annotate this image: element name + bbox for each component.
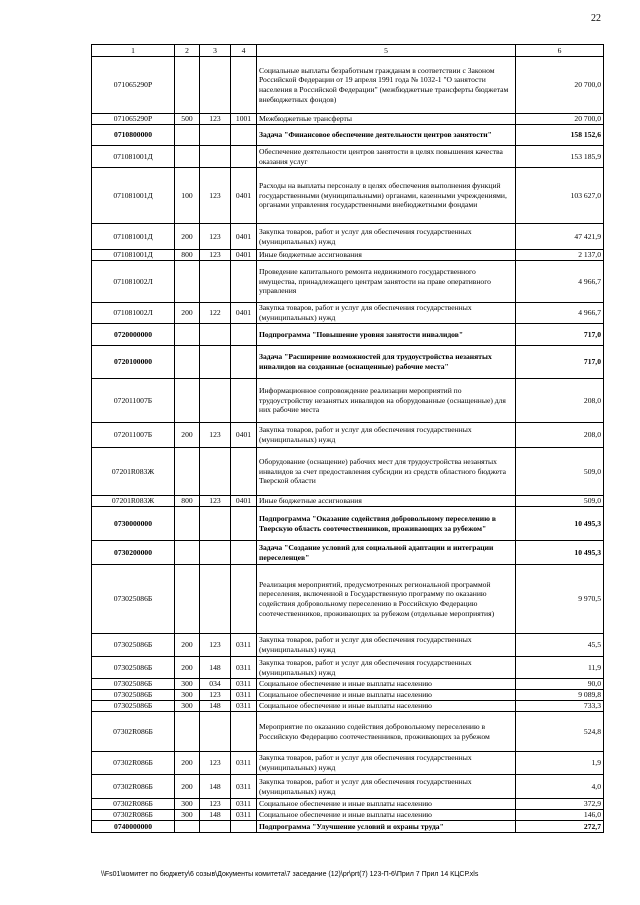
table-header-row — [92, 45, 604, 57]
expense-type-cell — [175, 57, 200, 114]
expense-type-cell: 800 — [175, 250, 200, 261]
name-cell: Иные бюджетные ассигнования — [257, 250, 516, 261]
section-cell — [231, 379, 257, 423]
section-cell — [231, 541, 257, 565]
table-row — [92, 496, 604, 507]
name-cell: Оборудование (оснащение) рабочих мест для трудоустройства незанятых инвалидов за счет предоставления субсидии из средств областного бюджета Тверской области — [257, 448, 516, 496]
name-cell: Социальное обеспечение и иные выплаты населению — [257, 701, 516, 712]
admin-code-cell — [200, 125, 231, 146]
expense-type-cell — [175, 448, 200, 496]
amount-cell: 717,0 — [516, 324, 604, 346]
admin-code-cell: 123 — [200, 496, 231, 507]
admin-code-cell: 122 — [200, 303, 231, 324]
amount-cell: 9 089,8 — [516, 690, 604, 701]
name-cell: Социальное обеспечение и иные выплаты населению — [257, 679, 516, 690]
code-cell: 07302R086Б — [92, 752, 175, 775]
admin-code-cell: 148 — [200, 775, 231, 799]
table-row — [92, 507, 604, 541]
section-cell: 0311 — [231, 634, 257, 657]
amount-cell: 208,0 — [516, 379, 604, 423]
section-cell — [231, 821, 257, 833]
admin-code-cell: 148 — [200, 657, 231, 679]
table-row — [92, 303, 604, 324]
table-row — [92, 752, 604, 775]
table-row — [92, 114, 604, 125]
section-cell: 1001 — [231, 114, 257, 125]
table-body — [92, 57, 604, 833]
admin-code-cell — [200, 507, 231, 541]
name-cell: Социальное обеспечение и иные выплаты населению — [257, 799, 516, 810]
admin-code-cell: 148 — [200, 701, 231, 712]
name-cell: Задача "Расширение возможностей для трудоустройства незанятых инвалидов на созданные (оснащенные) рабочие места" — [257, 346, 516, 379]
table-row — [92, 712, 604, 752]
name-cell: Информационное сопровождение реализации мероприятий по трудоустройству незанятых инвалидов на оборудованные (оснащенные) для них рабочие места — [257, 379, 516, 423]
amount-cell: 717,0 — [516, 346, 604, 379]
table-row — [92, 125, 604, 146]
expense-type-cell: 300 — [175, 690, 200, 701]
amount-cell: 4 966,7 — [516, 303, 604, 324]
code-cell: 0730000000 — [92, 507, 175, 541]
table-row — [92, 799, 604, 810]
table-row — [92, 324, 604, 346]
amount-cell: 1,9 — [516, 752, 604, 775]
expense-type-cell: 200 — [175, 423, 200, 448]
admin-code-cell — [200, 324, 231, 346]
section-cell: 0311 — [231, 657, 257, 679]
section-cell: 0401 — [231, 423, 257, 448]
name-cell: Закупка товаров, работ и услуг для обеспечения государственных (муниципальных) нужд — [257, 752, 516, 775]
section-cell — [231, 507, 257, 541]
name-cell: Закупка товаров, работ и услуг для обеспечения государственных (муниципальных) нужд — [257, 775, 516, 799]
admin-code-cell: 123 — [200, 168, 231, 224]
section-cell — [231, 125, 257, 146]
column-header: 2 — [175, 45, 200, 57]
name-cell: Задача "Создание условий для социальной адаптации и интеграции переселенцев" — [257, 541, 516, 565]
admin-code-cell — [200, 379, 231, 423]
section-cell — [231, 261, 257, 303]
table-row — [92, 565, 604, 634]
name-cell: Обеспечение деятельности центров занятости в целях повышения качества оказания услуг — [257, 146, 516, 168]
code-cell: 07302R086Б — [92, 799, 175, 810]
code-cell: 073025086Б — [92, 690, 175, 701]
admin-code-cell — [200, 261, 231, 303]
expense-type-cell: 200 — [175, 657, 200, 679]
expense-type-cell: 300 — [175, 799, 200, 810]
code-cell: 071081001Д — [92, 168, 175, 224]
amount-cell: 20 700,0 — [516, 57, 604, 114]
admin-code-cell — [200, 57, 231, 114]
section-cell: 0311 — [231, 799, 257, 810]
section-cell — [231, 146, 257, 168]
code-cell: 071081001Д — [92, 224, 175, 250]
table-row — [92, 541, 604, 565]
expense-type-cell — [175, 565, 200, 634]
amount-cell: 20 700,0 — [516, 114, 604, 125]
amount-cell: 10 495,3 — [516, 507, 604, 541]
amount-cell: 10 495,3 — [516, 541, 604, 565]
amount-cell: 272,7 — [516, 821, 604, 833]
name-cell: Социальное обеспечение и иные выплаты населению — [257, 690, 516, 701]
table-row — [92, 821, 604, 833]
amount-cell: 733,3 — [516, 701, 604, 712]
code-cell: 073025086Б — [92, 701, 175, 712]
amount-cell: 9 970,5 — [516, 565, 604, 634]
admin-code-cell: 123 — [200, 114, 231, 125]
table-row — [92, 261, 604, 303]
code-cell: 071065290Р — [92, 114, 175, 125]
code-cell: 073025086Б — [92, 634, 175, 657]
expense-type-cell: 500 — [175, 114, 200, 125]
name-cell: Реализация мероприятий, предусмотренных региональной программой переселения, включенной в Государственную программу по оказанию содействия добровольному переселению в Российскую Федерацию соотечественников, проживающих за рубежом (отдельные мероприятия) — [257, 565, 516, 634]
expense-type-cell — [175, 324, 200, 346]
column-header: 3 — [200, 45, 231, 57]
table-row — [92, 657, 604, 679]
admin-code-cell — [200, 565, 231, 634]
name-cell: Задача "Финансовое обеспечение деятельности центров занятости" — [257, 125, 516, 146]
amount-cell: 158 152,6 — [516, 125, 604, 146]
expense-type-cell — [175, 712, 200, 752]
name-cell: Проведение капитального ремонта недвижимого государственного имущества, принадлежащего центрам занятости на праве оперативного управления — [257, 261, 516, 303]
code-cell: 071081001Д — [92, 146, 175, 168]
expense-type-cell: 300 — [175, 701, 200, 712]
amount-cell: 509,0 — [516, 448, 604, 496]
admin-code-cell: 123 — [200, 799, 231, 810]
section-cell: 0311 — [231, 701, 257, 712]
admin-code-cell — [200, 448, 231, 496]
expense-type-cell — [175, 541, 200, 565]
table-row — [92, 379, 604, 423]
page-number: 22 — [591, 13, 601, 24]
column-header: 1 — [92, 45, 175, 57]
admin-code-cell — [200, 821, 231, 833]
table-row — [92, 679, 604, 690]
admin-code-cell — [200, 541, 231, 565]
admin-code-cell — [200, 712, 231, 752]
section-cell: 0401 — [231, 250, 257, 261]
amount-cell: 146,0 — [516, 810, 604, 821]
table-row — [92, 224, 604, 250]
amount-cell: 4,0 — [516, 775, 604, 799]
code-cell: 073025086Б — [92, 679, 175, 690]
file-path-footer: \\Fs01\комитет по бюджету\6 созыв\Документы комитета\7 заседание (12)\pr\prt(7) 123-П-6\Прил 7 Прил 14 КЦСР.xls — [101, 871, 479, 878]
name-cell: Подпрограмма "Повышение уровня занятости инвалидов" — [257, 324, 516, 346]
section-cell: 0311 — [231, 752, 257, 775]
section-cell — [231, 712, 257, 752]
name-cell: Социальные выплаты безработным гражданам в соответствии с Законом Российской Федерации от 19 апреля 1991 года № 1032-1 "О занятости населения в Российской Федерации" (межбюджетные трансферты бюджетам внебюджетных фондов) — [257, 57, 516, 114]
column-header: 5 — [257, 45, 516, 57]
amount-cell: 524,8 — [516, 712, 604, 752]
code-cell: 072011007Б — [92, 379, 175, 423]
code-cell: 0740000000 — [92, 821, 175, 833]
admin-code-cell: 123 — [200, 224, 231, 250]
amount-cell: 153 185,9 — [516, 146, 604, 168]
section-cell — [231, 346, 257, 379]
table-row — [92, 146, 604, 168]
name-cell: Иные бюджетные ассигнования — [257, 496, 516, 507]
expense-type-cell: 200 — [175, 303, 200, 324]
table-row — [92, 701, 604, 712]
table-row — [92, 168, 604, 224]
section-cell — [231, 57, 257, 114]
expense-type-cell: 100 — [175, 168, 200, 224]
expense-type-cell: 200 — [175, 224, 200, 250]
amount-cell: 11,9 — [516, 657, 604, 679]
name-cell: Межбюджетные трансферты — [257, 114, 516, 125]
column-header: 6 — [516, 45, 604, 57]
section-cell: 0311 — [231, 690, 257, 701]
table-row — [92, 346, 604, 379]
name-cell: Мероприятие по оказанию содействия добровольному переселению в Российскую Федерацию соотечественников, проживающих за рубежом — [257, 712, 516, 752]
expense-type-cell — [175, 125, 200, 146]
code-cell: 071081001Д — [92, 250, 175, 261]
amount-cell: 103 627,0 — [516, 168, 604, 224]
expense-type-cell — [175, 346, 200, 379]
admin-code-cell: 123 — [200, 690, 231, 701]
code-cell: 0720100000 — [92, 346, 175, 379]
admin-code-cell: 123 — [200, 423, 231, 448]
expense-type-cell: 800 — [175, 496, 200, 507]
section-cell: 0401 — [231, 168, 257, 224]
expense-type-cell: 200 — [175, 775, 200, 799]
expense-type-cell: 200 — [175, 634, 200, 657]
expense-type-cell — [175, 821, 200, 833]
section-cell: 0311 — [231, 679, 257, 690]
name-cell: Подпрограмма "Оказание содействия добровольному переселению в Тверскую область соотечественников, проживающих за рубежом" — [257, 507, 516, 541]
code-cell: 0730200000 — [92, 541, 175, 565]
code-cell: 07302R086Б — [92, 775, 175, 799]
code-cell: 073025086Б — [92, 657, 175, 679]
admin-code-cell — [200, 346, 231, 379]
table-row — [92, 423, 604, 448]
table-row — [92, 775, 604, 799]
table-row — [92, 690, 604, 701]
name-cell: Закупка товаров, работ и услуг для обеспечения государственных (муниципальных) нужд — [257, 657, 516, 679]
section-cell — [231, 565, 257, 634]
amount-cell: 2 137,0 — [516, 250, 604, 261]
name-cell: Социальное обеспечение и иные выплаты населению — [257, 810, 516, 821]
section-cell: 0401 — [231, 496, 257, 507]
name-cell: Закупка товаров, работ и услуг для обеспечения государственных (муниципальных) нужд — [257, 303, 516, 324]
code-cell: 072011007Б — [92, 423, 175, 448]
section-cell: 0311 — [231, 810, 257, 821]
code-cell: 071081002Л — [92, 303, 175, 324]
amount-cell: 47 421,9 — [516, 224, 604, 250]
code-cell: 073025086Б — [92, 565, 175, 634]
admin-code-cell: 123 — [200, 250, 231, 261]
code-cell: 07302R086Б — [92, 810, 175, 821]
expense-type-cell — [175, 261, 200, 303]
name-cell: Закупка товаров, работ и услуг для обеспечения государственных (муниципальных) нужд — [257, 224, 516, 250]
section-cell: 0401 — [231, 303, 257, 324]
amount-cell: 509,0 — [516, 496, 604, 507]
table-row — [92, 57, 604, 114]
code-cell: 071081002Л — [92, 261, 175, 303]
expense-type-cell: 300 — [175, 810, 200, 821]
code-cell: 071065290Р — [92, 57, 175, 114]
code-cell: 07201R083Ж — [92, 448, 175, 496]
admin-code-cell — [200, 146, 231, 168]
name-cell: Закупка товаров, работ и услуг для обеспечения государственных (муниципальных) нужд — [257, 423, 516, 448]
section-cell: 0311 — [231, 775, 257, 799]
expense-type-cell — [175, 379, 200, 423]
code-cell: 07302R086Б — [92, 712, 175, 752]
code-cell: 07201R083Ж — [92, 496, 175, 507]
section-cell — [231, 324, 257, 346]
admin-code-cell: 148 — [200, 810, 231, 821]
name-cell: Подпрограмма "Улучшение условий и охраны труда" — [257, 821, 516, 833]
section-cell: 0401 — [231, 224, 257, 250]
expense-type-cell — [175, 146, 200, 168]
amount-cell: 4 966,7 — [516, 261, 604, 303]
table-row — [92, 250, 604, 261]
amount-cell: 45,5 — [516, 634, 604, 657]
name-cell: Расходы на выплаты персоналу в целях обеспечения выполнения функций государственными (муниципальными) органами, казенными учреждениями, органами управления государственными внебюджетными фондами — [257, 168, 516, 224]
amount-cell: 90,0 — [516, 679, 604, 690]
table-row — [92, 634, 604, 657]
code-cell: 0720000000 — [92, 324, 175, 346]
expense-type-cell — [175, 507, 200, 541]
expense-type-cell: 200 — [175, 752, 200, 775]
admin-code-cell: 123 — [200, 752, 231, 775]
admin-code-cell: 123 — [200, 634, 231, 657]
section-cell — [231, 448, 257, 496]
column-header: 4 — [231, 45, 257, 57]
budget-table — [91, 44, 604, 833]
expense-type-cell: 300 — [175, 679, 200, 690]
amount-cell: 208,0 — [516, 423, 604, 448]
table-row — [92, 810, 604, 821]
amount-cell: 372,9 — [516, 799, 604, 810]
admin-code-cell: 034 — [200, 679, 231, 690]
name-cell: Закупка товаров, работ и услуг для обеспечения государственных (муниципальных) нужд — [257, 634, 516, 657]
table-row — [92, 448, 604, 496]
code-cell: 0710800000 — [92, 125, 175, 146]
